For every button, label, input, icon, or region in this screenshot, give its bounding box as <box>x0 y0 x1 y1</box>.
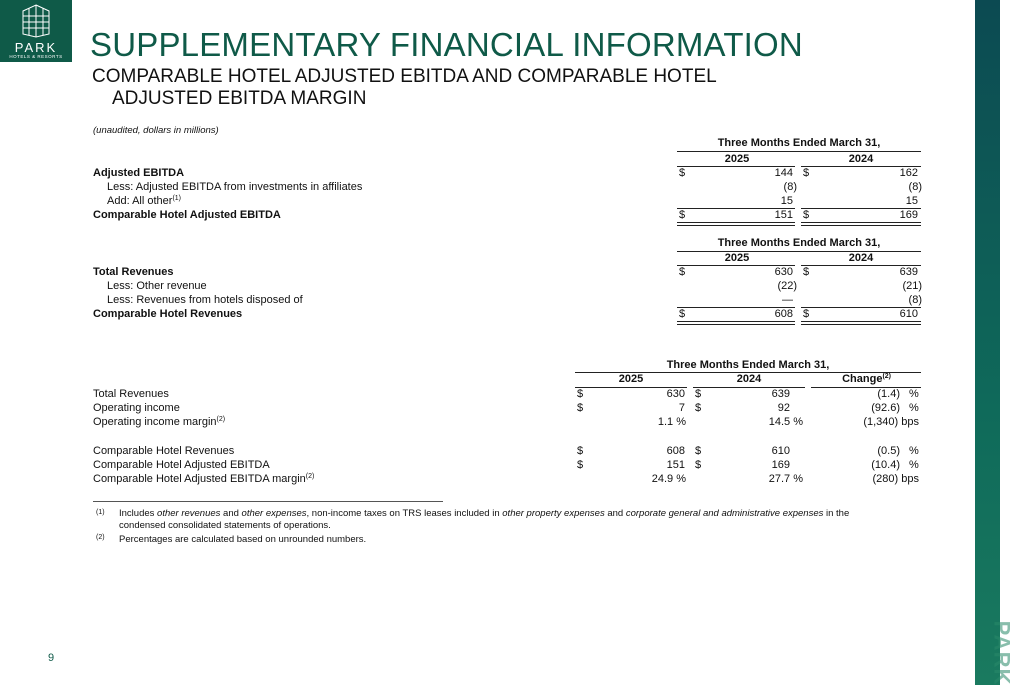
dollar-sign: $ <box>577 459 584 471</box>
double-underline <box>677 222 795 226</box>
dollar-sign: $ <box>679 209 686 221</box>
dollar-sign: $ <box>803 266 810 278</box>
value-2025: 151 <box>774 209 793 221</box>
right-brand-bar <box>975 0 1014 685</box>
table-row-label: Total Revenues <box>93 266 174 278</box>
dollar-sign: $ <box>695 459 702 471</box>
dollar-sign: $ <box>577 402 584 414</box>
table-row-label: Less: Adjusted EBITDA from investments in affiliates <box>107 181 363 193</box>
footnote-mark-1: (1) <box>96 509 105 516</box>
change-value: (92.6) <box>871 402 900 414</box>
table3-col-change: Change$^{(2)}$ <box>842 373 891 385</box>
dollar-sign: $ <box>695 445 702 457</box>
percent-unit: % <box>909 445 919 457</box>
value-2025: 608 <box>666 445 685 457</box>
value-2025: 1.1 % <box>657 416 686 428</box>
brand-tagline: HOTELS & RESORTS <box>9 54 63 59</box>
dollar-sign: $ <box>803 308 810 320</box>
table-row-label: Comparable Hotel Revenues <box>93 308 243 320</box>
dollar-sign: $ <box>679 167 686 179</box>
value-2024: 169 <box>899 209 918 221</box>
table-row-label: Operating income margin$^{(2)}$ <box>93 416 226 428</box>
table3-col-2025: 2025 <box>618 373 644 385</box>
brand-name: PARK <box>14 40 58 55</box>
value-2024: 15 <box>905 195 918 207</box>
footnote-divider <box>93 501 443 502</box>
double-underline <box>801 222 921 226</box>
value-2024: 92 <box>777 402 790 414</box>
dollar-sign: $ <box>803 209 810 221</box>
dollar-sign: $ <box>803 167 810 179</box>
footnote-2-text: Percentages are calculated based on unrounded numbers. <box>119 534 367 545</box>
dollar-sign: $ <box>679 308 686 320</box>
value-2024: 610 <box>899 308 918 320</box>
footnote-ref: (1) <box>172 195 181 202</box>
value-2025: 630 <box>666 388 685 400</box>
percent-unit: % <box>909 402 919 414</box>
divider <box>677 151 921 152</box>
table-row-label: Less: Other revenue <box>107 280 207 292</box>
change-value: (1,340) bps <box>863 416 919 428</box>
value-2025: 144 <box>774 167 793 179</box>
value-2024: (8) <box>908 181 922 193</box>
table2-year-2025: 2025 <box>724 252 750 264</box>
value-2024: 169 <box>771 459 790 471</box>
value-2024: 639 <box>771 388 790 400</box>
dollar-sign: $ <box>679 266 686 278</box>
table-row-label: Adjusted EBITDA <box>93 167 185 179</box>
table-row-label: Comparable Hotel Revenues <box>93 445 235 457</box>
table-row-label: Less: Revenues from hotels disposed of <box>107 294 303 306</box>
building-logo-icon <box>22 4 50 38</box>
footnote-ref: (2) <box>305 473 315 480</box>
subtitle-line-1: COMPARABLE HOTEL ADJUSTED EBITDA AND COMPARABLE HOTEL <box>92 66 717 87</box>
table1-period-header: Three Months Ended March 31, <box>717 137 881 149</box>
footnote-ref: (2) <box>882 373 891 380</box>
table2-period-header: Three Months Ended March 31, <box>717 237 881 249</box>
value-2024: (21) <box>902 280 922 292</box>
change-value: (1.4) <box>877 388 900 400</box>
unaudited-note: (unaudited, dollars in millions) <box>93 125 219 136</box>
table1-year-2024: 2024 <box>848 153 874 165</box>
footnote-mark-2: (2) <box>96 534 105 541</box>
value-2024: 162 <box>899 167 918 179</box>
value-2025: 24.9 % <box>651 473 686 485</box>
value-2024: 14.5 % <box>768 416 803 428</box>
value-2025: 608 <box>774 308 793 320</box>
value-2025: 151 <box>666 459 685 471</box>
table-row-label: Comparable Hotel Adjusted EBITDA <box>93 459 270 471</box>
footnote-ref: (2) <box>216 416 226 423</box>
page-title: SUPPLEMENTARY FINANCIAL INFORMATION <box>90 26 803 63</box>
double-underline <box>801 321 921 325</box>
table-row-label: Comparable Hotel Adjusted EBITDA <box>93 209 281 221</box>
table1-year-2025: 2025 <box>724 153 750 165</box>
subtitle-line-2: ADJUSTED EBITDA MARGIN <box>112 88 367 109</box>
table3-period-header: Three Months Ended March 31, <box>666 359 830 371</box>
change-value: (280) bps <box>872 473 919 485</box>
value-2024: 27.7 % <box>768 473 803 485</box>
change-value: (0.5) <box>877 445 900 457</box>
page-number: 9 <box>48 652 55 664</box>
table-row-label: Comparable Hotel Adjusted EBITDA margin$^{(2)}$ <box>93 473 315 485</box>
value-2025: — <box>782 294 793 306</box>
brand-watermark: PARK <box>989 620 1014 685</box>
dollar-sign: $ <box>695 402 702 414</box>
value-2024: (8) <box>908 294 922 306</box>
percent-unit: % <box>909 388 919 400</box>
value-2025: 7 <box>678 402 685 414</box>
dollar-sign: $ <box>577 445 584 457</box>
page-subtitle <box>92 66 717 110</box>
table3-col-2024: 2024 <box>736 373 762 385</box>
table-row-label: Total Revenues <box>93 388 169 400</box>
value-2024: 610 <box>771 445 790 457</box>
value-2025: 15 <box>780 195 793 207</box>
table-row-label: Add: All other$^{(1)}$ <box>107 195 181 207</box>
value-2025: (22) <box>777 280 797 292</box>
percent-unit: % <box>909 459 919 471</box>
dollar-sign: $ <box>577 388 584 400</box>
value-2025: (8) <box>783 181 797 193</box>
footnote-1-text: Includes other revenues and other expenses, non-income taxes on TRS leases included in other property expenses and corporate general and administrative expenses in the condensed consolidated statements of operations. <box>119 508 850 531</box>
dollar-sign: $ <box>695 388 702 400</box>
double-underline <box>677 321 795 325</box>
change-value: (10.4) <box>871 459 900 471</box>
table2-year-2024: 2024 <box>848 252 874 264</box>
park-logo <box>0 0 72 62</box>
table-row-label: Operating income <box>93 402 180 414</box>
value-2024: 639 <box>899 266 918 278</box>
value-2025: 630 <box>774 266 793 278</box>
